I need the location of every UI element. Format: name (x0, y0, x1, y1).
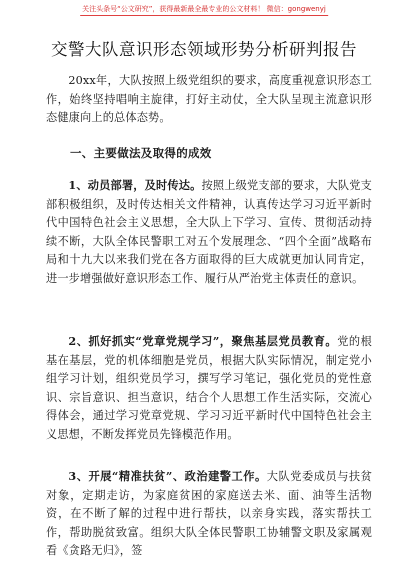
item-text-3: 大队党委成员与扶贫对象，定期走访，为家庭贫困的家庭送去米、面、油等生活物资，在不断了解的过程中进行帮扶，以亲身实践，落实帮扶工作，帮助脱贫致富。组织大队全体民警职工协辅警文职及家属观看《贪路无归》，签 (46, 470, 373, 558)
item-text-1: 按照上级党支部的要求，大队党支部积极组织，及时传达相关文件精神，认真传达学习习近平新时代中国特色社会主义思想，全大队上下学习、宣传、贯彻活动持续不断，大队全体民警职工对五个发展理念、“四个全面”战略布局和十九大以来我们党在各方面取得的巨大成就更加认同肯定，进一步增强做好意识形态工作、履行从严治党主体责任的意识。 (46, 179, 372, 285)
item-paragraph-3 (46, 467, 372, 561)
item-text-2: 党的根基在基层，党的机体细胞是党员，根据大队实际情况，制定党小组学习计划，组织党员学习，撰写学习笔记，强化党员的党性意识、宗旨意识、担当意识，结合个人思想工作生活实际，交流心得体会，通过学习党章党规、学习习近平新时代中国特色社会主义思想，不断发挥党员先锋模范作用。 (46, 335, 372, 441)
item-paragraph-2 (46, 332, 372, 445)
item-paragraph-1 (46, 176, 372, 289)
item-lead-3: 3、开展“精准扶贫”、政治建警工作。 (68, 469, 267, 483)
document-title: 交警大队意识形态领域形势分析研判报告 (51, 40, 357, 59)
intro-paragraph: 20xx年，大队按照上级党组织的要求，高度重视意识形态工作，始终坚持唱响主旋律，打好主动仗，全大队呈现主流意识形态健康向上的总体态势。 (46, 74, 372, 125)
promo-banner[interactable]: 关注头条号“公文研究”，获得最新最全最专业的公文材料！ 微信：gongwenyj (80, 4, 328, 16)
item-lead-1: 1、动员部署，及时传达。 (68, 178, 202, 192)
item-lead-2: 2、抓好抓实“党章党规学习”，聚焦基层党员教育。 (68, 334, 338, 348)
section-heading: 一、主要做法及取得的成效 (70, 146, 212, 160)
